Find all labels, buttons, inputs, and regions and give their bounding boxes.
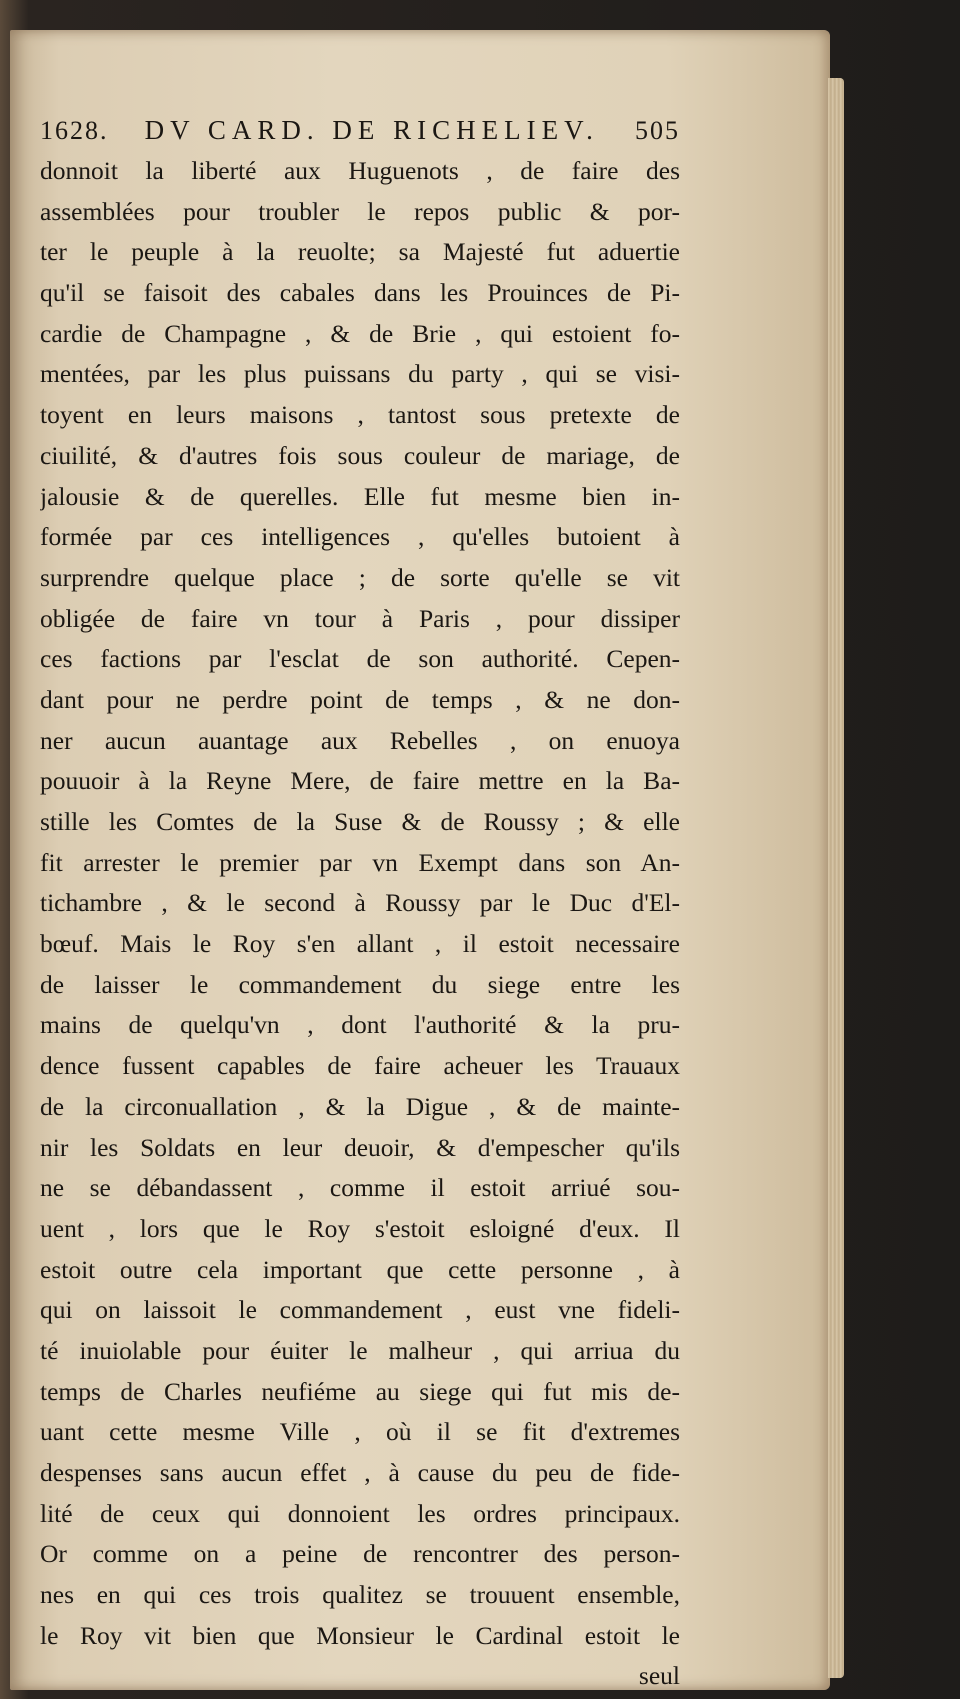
- text-line: uant cette mesme Ville , où il se fit d'extremes: [40, 1417, 680, 1447]
- text-line: Or comme on a peine de rencontrer des person-: [40, 1539, 680, 1569]
- text-line: mains de quelqu'vn , dont l'authorité & la pru-: [40, 1010, 680, 1040]
- text-line: stille les Comtes de la Suse & de Roussy ; & elle: [40, 807, 680, 836]
- text-line: dant pour ne perdre point de temps , & ne don-: [40, 684, 680, 714]
- text-line: tichambre , & le second à Roussy par le Duc d'El-: [40, 888, 680, 918]
- text-line: ces factions par l'esclat de son authorité. Cepen-: [40, 644, 680, 674]
- text-line: lité de ceux qui donnoient les ordres principaux.: [40, 1498, 680, 1528]
- text-line: despenses sans aucun effet , à cause du peu de fide-: [40, 1458, 680, 1487]
- text-line: toyent en leurs maisons , tantost sous pretexte de: [40, 400, 680, 430]
- text-line: estoit outre cela important que cette personne , à: [40, 1254, 680, 1284]
- text-line: bœuf. Mais le Roy s'en allant , il estoit necessaire: [40, 929, 680, 959]
- text-line: nir les Soldats en leur deuoir, & d'empescher qu'ils: [40, 1132, 680, 1162]
- text-line: de laisser le commandement du siege entre les: [40, 969, 680, 999]
- text-line: qu'il se faisoit des cabales dans les Prouinces de Pi-: [40, 278, 680, 308]
- text-line: ner aucun auantage aux Rebelles , on enuoya: [40, 725, 680, 755]
- catchword: seul: [638, 1661, 680, 1691]
- text-line: ne se débandassent , comme il estoit arriué sou-: [40, 1173, 680, 1203]
- page-edge: [828, 78, 844, 1678]
- text-line: jalousie & de querelles. Elle fut mesme bien in-: [40, 481, 680, 511]
- text-line: uent , lors que le Roy s'estoit esloigné d'eux. Il: [40, 1213, 680, 1243]
- text-line: té inuiolable pour éuiter le malheur , qui arriua du: [40, 1335, 680, 1365]
- text-line: ciuilité, & d'autres fois sous couleur de mariage, de: [40, 440, 680, 470]
- running-header: [40, 115, 680, 151]
- text-line: ter le peuple à la reuolte; sa Majesté fut aduertie: [40, 237, 680, 267]
- text-line: le Roy vit bien que Monsieur le Cardinal estoit le: [40, 1620, 680, 1650]
- text-line: dence fussent capables de faire acheuer les Trauaux: [40, 1051, 680, 1081]
- body-text: [40, 151, 680, 1656]
- running-title: DV CARD. DE RICHELIEV.: [144, 115, 599, 145]
- text-line: cardie de Champagne , & de Brie , qui estoient fo-: [40, 318, 680, 348]
- text-line: surprendre quelque place ; de sorte qu'elle se vit: [40, 562, 680, 592]
- text-line: mentées, par les plus puissans du party , qui se visi-: [40, 359, 680, 389]
- text-line: donnoit la liberté aux Huguenots , de faire des: [40, 156, 680, 185]
- text-line: fit arrester le premier par vn Exempt dans son An-: [40, 847, 680, 877]
- text-line: formée par ces intelligences , qu'elles butoient à: [40, 522, 680, 552]
- text-line: qui on laissoit le commandement , eust vne fideli-: [40, 1295, 680, 1325]
- header-year: 1628.: [40, 116, 109, 145]
- text-line: pouuoir à la Reyne Mere, de faire mettre en la Ba-: [40, 766, 680, 796]
- text-line: de la circonuallation , & la Digue , & de mainte-: [40, 1091, 680, 1121]
- page-text: [40, 115, 680, 1696]
- text-line: temps de Charles neufiéme au siege qui fut mis de-: [40, 1376, 680, 1406]
- text-line: obligée de faire vn tour à Paris , pour dissiper: [40, 603, 680, 633]
- text-line: assemblées pour troubler le repos public & por-: [40, 196, 680, 226]
- page-number: 505: [634, 116, 680, 145]
- text-line: nes en qui ces trois qualitez se trouuent ensemble,: [40, 1580, 680, 1610]
